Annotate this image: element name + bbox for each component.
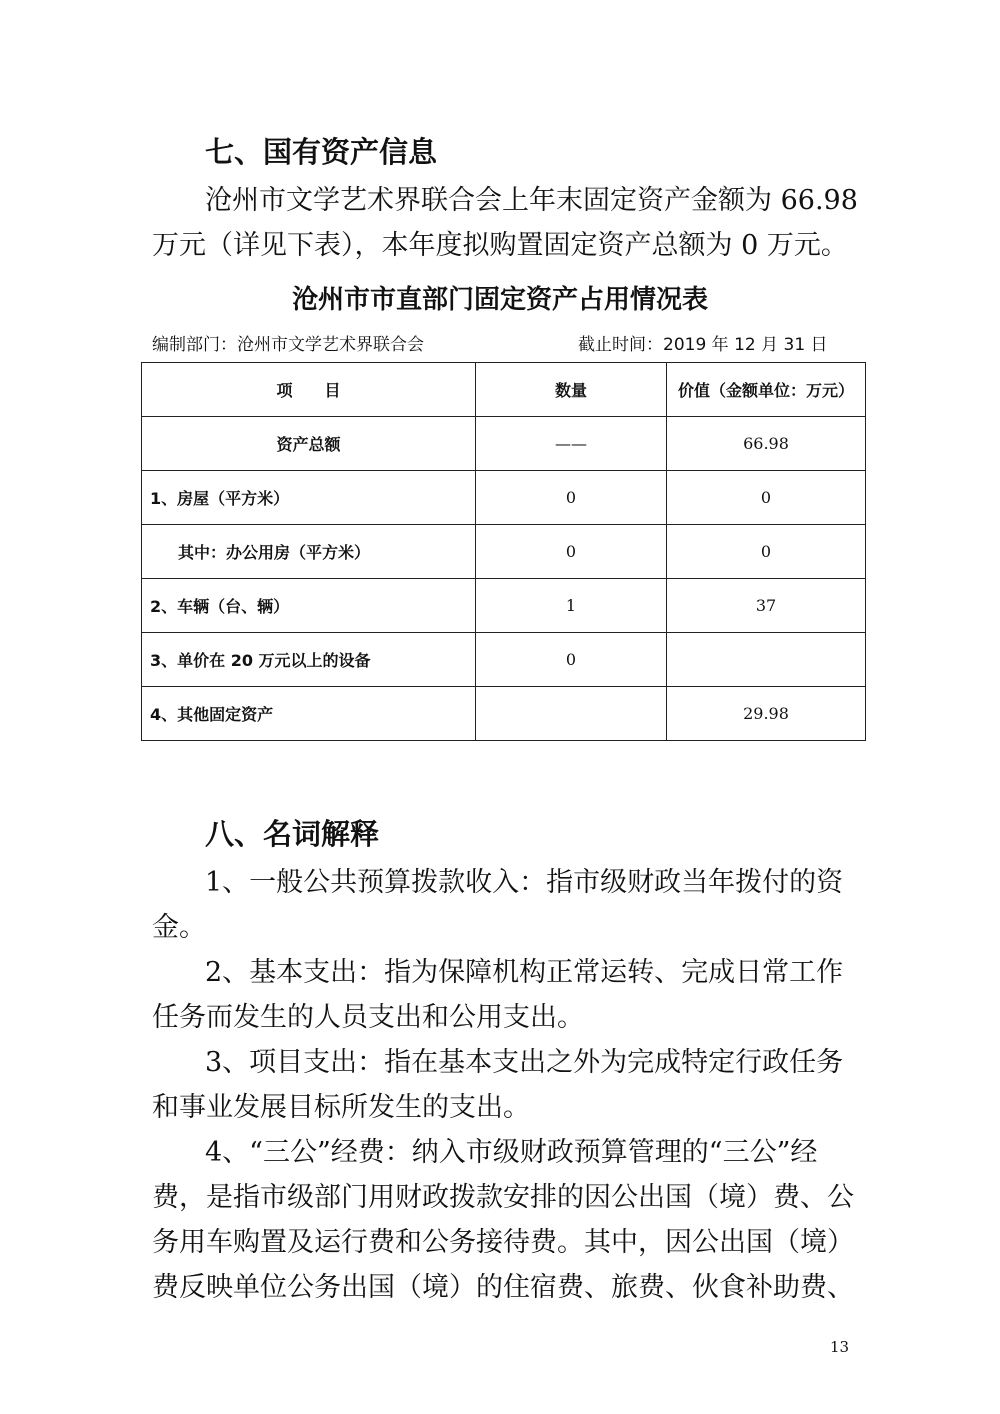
row-value: 29.98 — [667, 687, 866, 741]
row-item: 4、其他固定资产 — [142, 687, 476, 741]
page-number: 13 — [830, 1338, 850, 1356]
table-title: 沧州市市直部门固定资产占用情况表 — [291, 285, 708, 315]
row-item: 其中：办公用房（平方米） — [142, 525, 476, 579]
header-item: 项 目 — [142, 363, 476, 417]
glossary-line: 1、一般公共预算拨款收入：指市级财政当年拨付的资 — [205, 867, 844, 898]
table-row — [142, 471, 866, 525]
table-date-label: 截止时间：2019 年 12 月 31 日 — [578, 335, 828, 355]
glossary-line: 4、“三公”经费：纳入市级财政预算管理的“三公”经 — [205, 1137, 818, 1168]
table-row — [142, 579, 866, 633]
row-item: 1、房屋（平方米） — [142, 471, 476, 525]
glossary-line: 费反映单位公务出国（境）的住宿费、旅费、伙食补助费、 — [152, 1272, 854, 1303]
glossary-line: 2、基本支出：指为保障机构正常运转、完成日常工作 — [205, 957, 844, 988]
section-7-text-line-2: 万元（详见下表），本年度拟购置固定资产总额为 0 万元。 — [152, 230, 848, 261]
row-quantity: 0 — [476, 525, 667, 579]
row-quantity — [476, 687, 667, 741]
row-value: 37 — [667, 579, 866, 633]
row-quantity: 1 — [476, 579, 667, 633]
row-item: 2、车辆（台、辆） — [142, 579, 476, 633]
row-value: 66.98 — [667, 417, 866, 471]
glossary-line: 金。 — [152, 912, 206, 943]
row-value: 0 — [667, 471, 866, 525]
table-unit-label: 编制部门：沧州市文学艺术界联合会 — [152, 335, 424, 355]
table-header-row — [142, 363, 866, 417]
fixed-assets-table — [141, 362, 866, 741]
row-item: 资产总额 — [142, 417, 476, 471]
glossary-line: 3、项目支出：指在基本支出之外为完成特定行政任务 — [205, 1047, 844, 1078]
table-row — [142, 417, 866, 471]
table-row — [142, 633, 866, 687]
table-row — [142, 525, 866, 579]
glossary-line: 费，是指市级部门用财政拨款安排的因公出国（境）费、公 — [152, 1182, 854, 1213]
row-item: 3、单价在 20 万元以上的设备 — [142, 633, 476, 687]
section-7-heading: 七、国有资产信息 — [205, 135, 438, 169]
glossary-line: 任务而发生的人员支出和公用支出。 — [152, 1002, 584, 1033]
table-row — [142, 687, 866, 741]
glossary-line: 和事业发展目标所发生的支出。 — [152, 1092, 530, 1123]
row-quantity: 0 — [476, 633, 667, 687]
row-value — [667, 633, 866, 687]
row-quantity: —— — [476, 417, 667, 471]
glossary-line: 务用车购置及运行费和公务接待费。其中，因公出国（境） — [152, 1227, 854, 1258]
header-quantity: 数量 — [476, 363, 667, 417]
row-quantity: 0 — [476, 471, 667, 525]
row-value: 0 — [667, 525, 866, 579]
section-7-text-line-1: 沧州市文学艺术界联合会上年末固定资产金额为 66.98 — [205, 185, 858, 216]
header-value: 价值（金额单位：万元） — [667, 363, 866, 417]
section-8-heading: 八、名词解释 — [205, 817, 380, 851]
